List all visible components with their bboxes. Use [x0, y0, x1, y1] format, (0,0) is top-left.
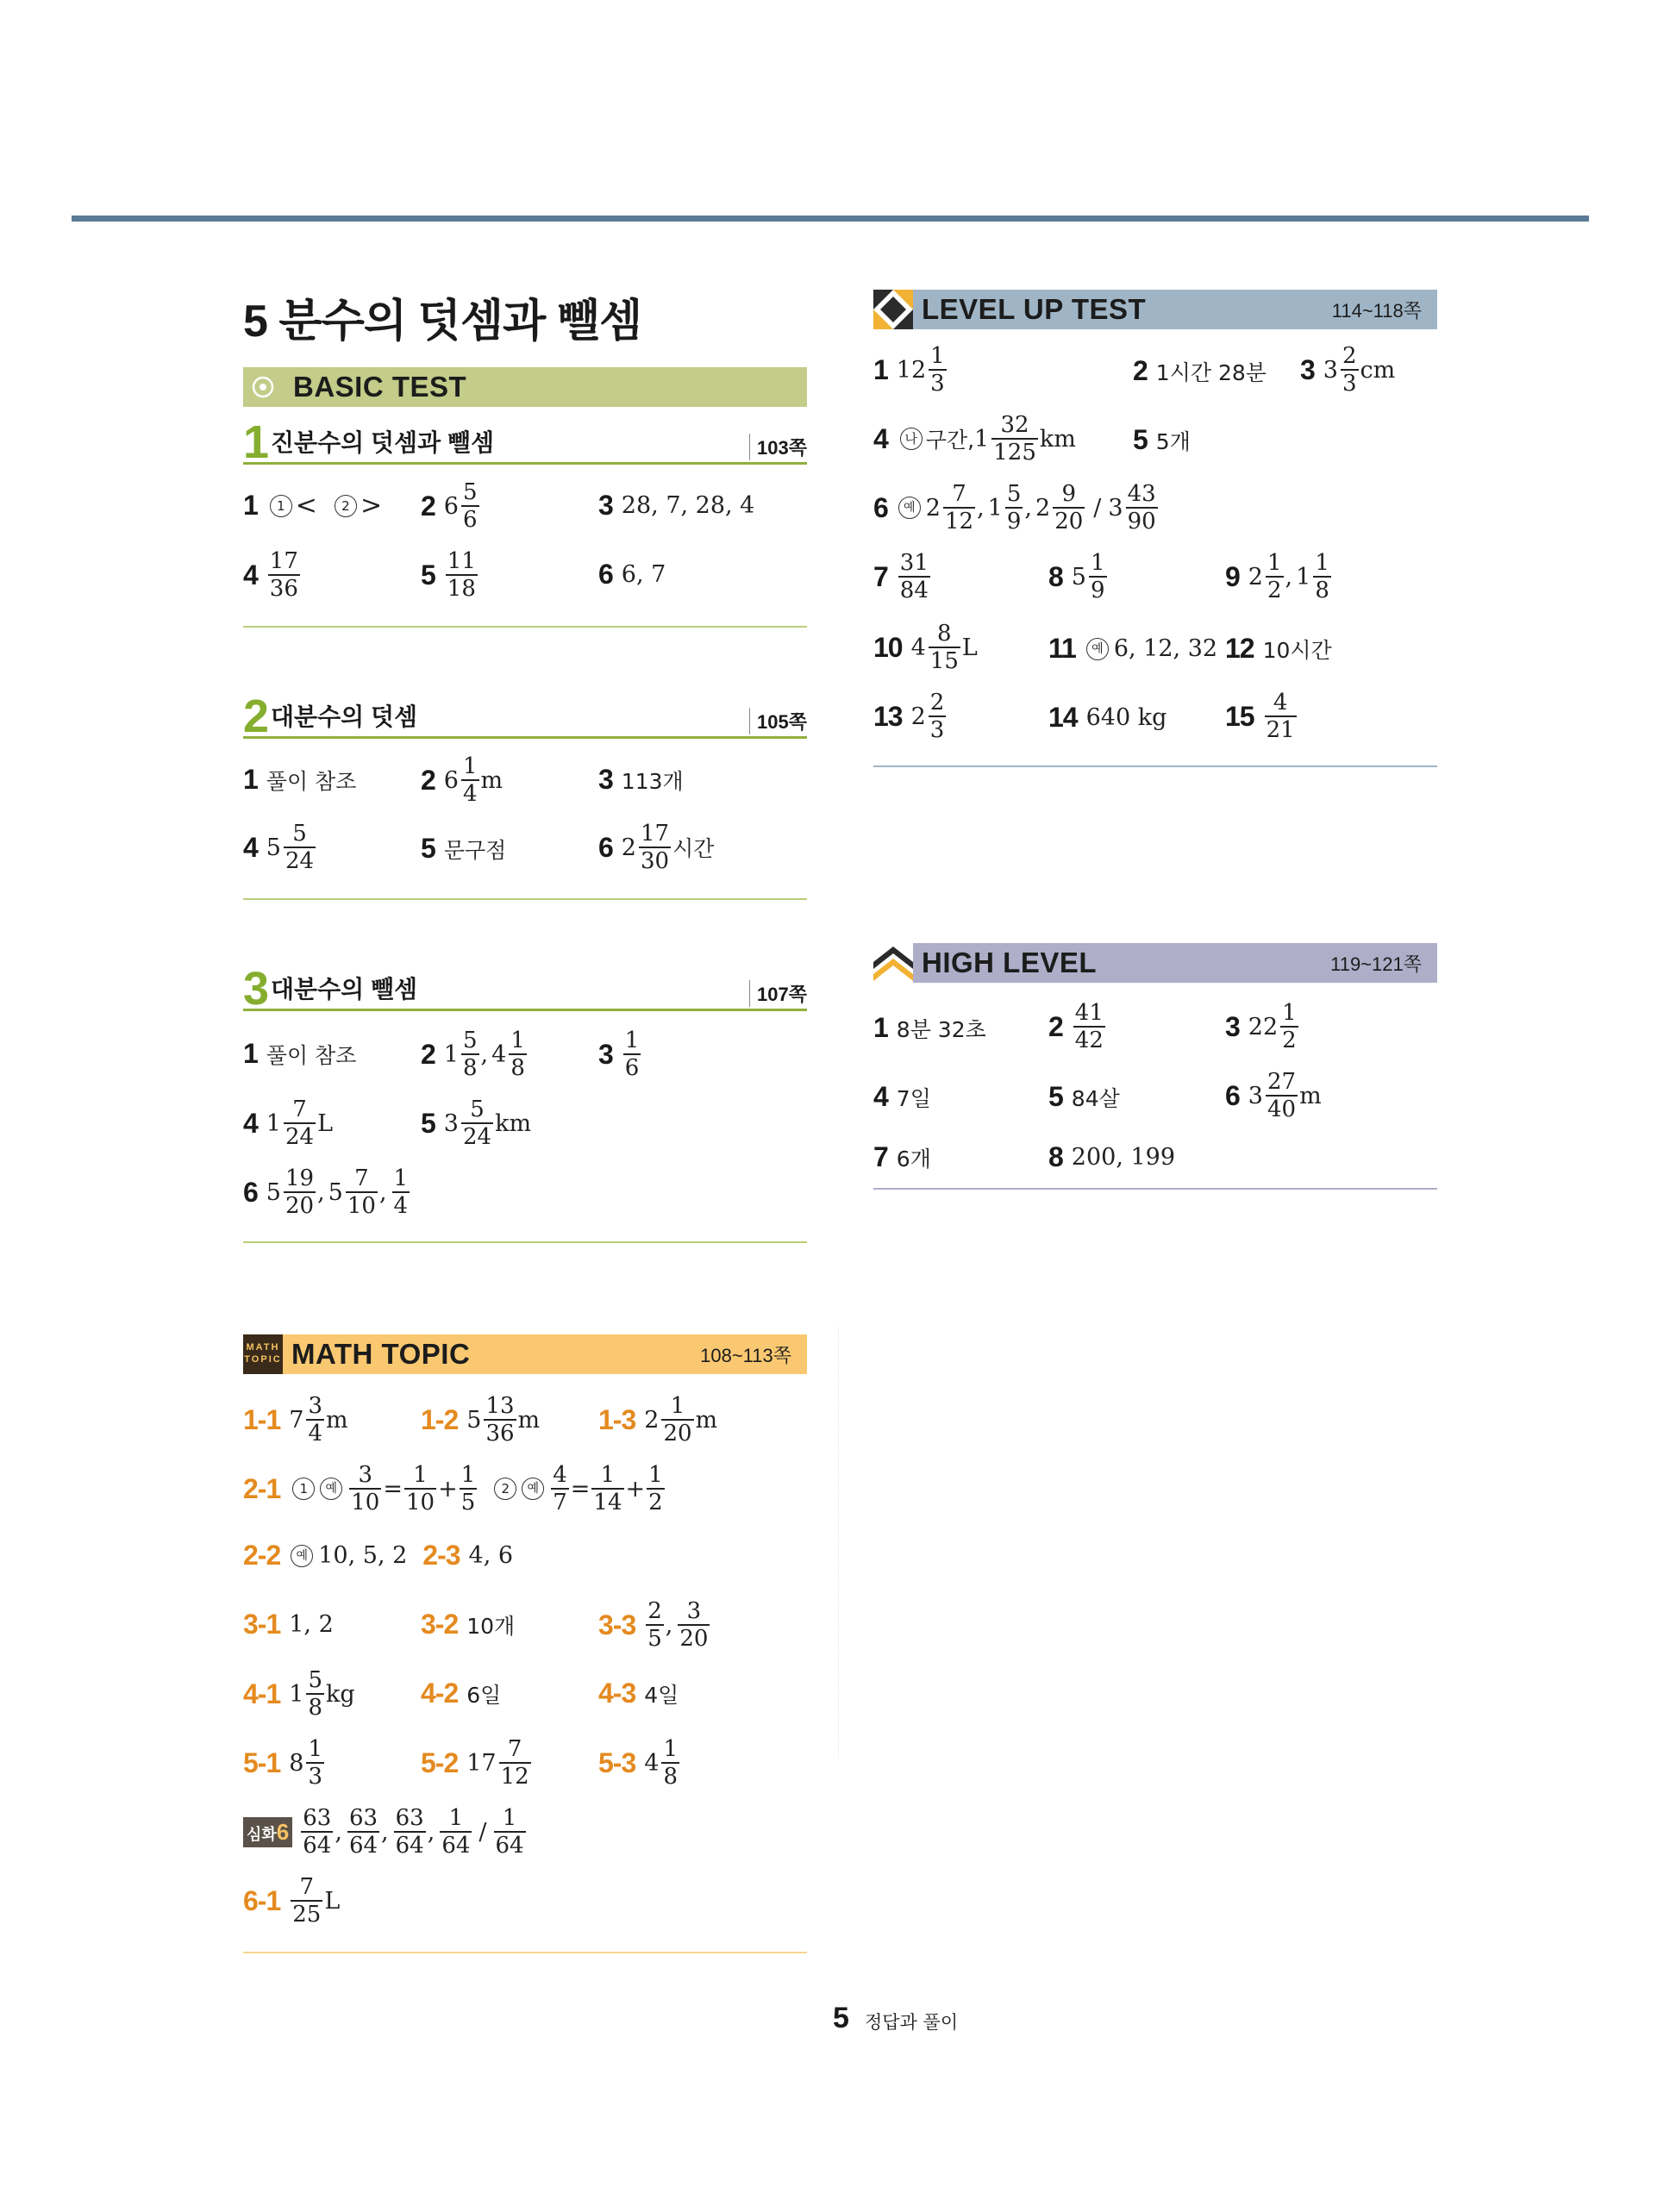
answer-m4-2: 4-2 6일 [421, 1678, 502, 1709]
section-number: 1 [243, 416, 270, 468]
answer-m6-1: 6-1 $\frac{7}{25}$ L [243, 1874, 341, 1928]
answer-b3-5: 5 3 $\frac{5}{24}$ km [421, 1097, 532, 1150]
answer-b3-4: 4 1 $\frac{7}{24}$ L [243, 1097, 334, 1150]
column-divider [838, 1328, 839, 1759]
answer-b1-4: 4 $\frac{17}{36}$ [243, 548, 298, 602]
fraction: $\frac{5}{8}$ [462, 1028, 478, 1081]
fraction: $\frac{5}{24}$ [285, 821, 315, 874]
fraction: $\frac{13}{36}$ [485, 1393, 515, 1447]
answer-l1: 1 12 $\frac{1}{3}$ [873, 343, 945, 397]
answer-l10: 10 4 $\frac{8}{15}$ L [873, 621, 978, 674]
level-up-bottom-rule [873, 765, 1437, 767]
fraction: $\frac{5}{8}$ [308, 1667, 322, 1721]
answer-m3-1: 3-1 1, 2 [243, 1609, 334, 1640]
level-up-title: LEVEL UP TEST [922, 293, 1147, 325]
fraction: $\frac{63}{64}$ [303, 1805, 332, 1859]
fraction: $\frac{7}{10}$ [347, 1165, 376, 1219]
fraction: $\frac{3}{4}$ [308, 1393, 322, 1447]
math-topic-title: MATH TOPIC [291, 1338, 471, 1370]
answer-b1-6: 6 6, 7 [598, 559, 666, 590]
answer-l13: 13 2 $\frac{2}{3}$ [873, 690, 945, 743]
fraction: $\frac{3}{20}$ [679, 1598, 709, 1652]
fraction: $\frac{1}{8}$ [1315, 550, 1329, 603]
section-3-header: 3 대분수의 뺄셈 107쪽 [243, 960, 807, 1011]
fraction: $\frac{5}{24}$ [462, 1097, 492, 1150]
answer-simhwa-6: 심화6 $\frac{63}{64}$ , $\frac{63}{64}$ , $\frac{63}{64}$ , $\frac{1}{64}$ / $\frac{1}{64}$ [243, 1807, 528, 1857]
answer-m3-3: 3-3 $\frac{2}{5}$ , $\frac{3}{20}$ [598, 1598, 709, 1652]
answer-b1-2: 2 6 $\frac{5}{6}$ [421, 479, 478, 533]
answer-l5: 5 5개 [1133, 424, 1191, 455]
section-1-bottom-rule [243, 626, 807, 628]
high-level-icon [873, 943, 913, 983]
level-up-pages: 114~118쪽 [1331, 299, 1422, 322]
math-topic-bottom-rule [243, 1952, 807, 1953]
answer-l15: 15 $\frac{4}{21}$ [1225, 690, 1295, 743]
basic-test-title: BASIC TEST [293, 371, 467, 403]
fraction: $\frac{4}{21}$ [1266, 690, 1295, 743]
fraction: $\frac{1}{10}$ [405, 1462, 435, 1515]
answer-l7: 7 $\frac{31}{84}$ [873, 550, 929, 603]
fraction: $\frac{43}{90}$ [1127, 481, 1156, 534]
fraction: $\frac{27}{40}$ [1267, 1069, 1297, 1122]
fraction: $\frac{2}{5}$ [647, 1598, 662, 1652]
fraction: $\frac{1}{64}$ [441, 1805, 471, 1859]
section-2-bottom-rule [243, 898, 807, 900]
answer-m1-3: 1-3 2 $\frac{1}{20}$ m [598, 1393, 718, 1447]
fraction: $\frac{1}{8}$ [510, 1028, 525, 1081]
answer-b3-2: 2 1 $\frac{5}{8}$ , 4 $\frac{1}{8}$ [421, 1028, 525, 1081]
high-level-title: HIGH LEVEL [922, 947, 1098, 978]
fraction: $\frac{1}{3}$ [308, 1736, 322, 1790]
answer-m2-1: 2-1 1 예 $\frac{3}{10}$ = $\frac{1}{10}$ + $\frac{1}{5}$ 2 예 $\frac{4}{7}$ = $\frac{1}{14}$ + $\frac{1}{2}$ [243, 1462, 663, 1515]
answer-m4-1: 4-1 1 $\frac{5}{8}$ kg [243, 1667, 355, 1721]
answer-b1-5: 5 $\frac{11}{18}$ [421, 548, 476, 602]
fraction: $\frac{1}{20}$ [663, 1393, 692, 1447]
fraction: $\frac{5}{9}$ [1006, 481, 1022, 534]
answer-h4: 4 7일 [873, 1081, 931, 1112]
fraction: $\frac{1}{64}$ [495, 1805, 524, 1859]
fraction: $\frac{31}{84}$ [899, 550, 929, 603]
fraction: $\frac{17}{36}$ [269, 548, 298, 602]
answer-m1-2: 1-2 5 $\frac{13}{36}$ m [421, 1393, 541, 1447]
fraction: $\frac{1}{4}$ [393, 1165, 409, 1219]
answer-m5-2: 5-2 17 $\frac{7}{12}$ [421, 1736, 529, 1790]
fraction: $\frac{1}{2}$ [648, 1462, 663, 1515]
answer-b2-1: 1 풀이 참조 [243, 764, 357, 795]
answer-l8: 8 5 $\frac{1}{9}$ [1048, 550, 1105, 603]
answer-m1-1: 1-1 7 $\frac{3}{4}$ m [243, 1393, 348, 1447]
footer-text: 정답과 풀이 [865, 2012, 959, 2033]
answer-h1: 1 8분 32초 [873, 1012, 986, 1043]
simhwa-badge: 심화6 [243, 1817, 292, 1847]
fraction: $\frac{5}{6}$ [462, 479, 478, 533]
page-ref: 103쪽 [749, 434, 807, 460]
high-level-band [873, 943, 1437, 983]
answer-b1-3: 3 28, 7, 28, 4 [598, 490, 755, 521]
fraction: $\frac{7}{12}$ [944, 481, 974, 534]
answer-b1-1: 1 1 < 2 > [243, 490, 383, 521]
top-rule [72, 216, 1589, 222]
page-number: 5 [833, 2002, 849, 2034]
fraction: $\frac{1}{3}$ [930, 343, 945, 397]
level-up-icon [873, 290, 913, 329]
answer-l6: 6 예 2 $\frac{7}{12}$ , 1 $\frac{5}{9}$ , 2 $\frac{9}{20}$ / 3 $\frac{43}{90}$ [873, 481, 1156, 534]
answer-m5-3: 5-3 4 $\frac{1}{8}$ [598, 1736, 678, 1790]
fraction: $\frac{8}{15}$ [929, 621, 959, 674]
answer-b2-2: 2 6 $\frac{1}{4}$ m [421, 753, 504, 807]
answer-b2-3: 3 113개 [598, 764, 684, 795]
fraction: $\frac{1}{2}$ [1267, 550, 1282, 603]
section-1-header [243, 414, 807, 468]
answer-m4-3: 4-3 4일 [598, 1678, 679, 1709]
fraction: $\frac{19}{20}$ [285, 1165, 315, 1219]
math-topic-band [243, 1334, 807, 1374]
chapter-title: 5 분수의 덧셈과 뺄셈 [243, 297, 642, 347]
fraction: $\frac{2}{3}$ [1342, 343, 1357, 397]
answer-b3-1: 1 풀이 참조 [243, 1038, 357, 1069]
fraction: $\frac{63}{64}$ [348, 1805, 378, 1859]
fraction: $\frac{4}{7}$ [553, 1462, 567, 1515]
high-level-pages: 119~121쪽 [1330, 953, 1422, 975]
fraction: $\frac{7}{24}$ [285, 1097, 315, 1150]
section-2-header: 2 대분수의 덧셈 105쪽 [243, 688, 807, 739]
answer-m2-2: 2-2 예 10, 5, 2 2-3 4, 6 [243, 1540, 514, 1571]
answer-l14: 14 640 kg [1048, 702, 1167, 733]
answer-h7: 7 6개 [873, 1141, 931, 1172]
answer-l2: 2 1시간 28분 [1133, 355, 1267, 386]
answer-l12: 12 10시간 [1225, 633, 1332, 664]
fraction: $\frac{1}{9}$ [1090, 550, 1105, 603]
basic-test-band [243, 367, 807, 407]
fraction: $\frac{7}{12}$ [500, 1736, 529, 1790]
fraction: $\frac{17}{30}$ [640, 821, 670, 874]
answer-b2-5: 5 문구점 [421, 833, 507, 864]
answer-h6: 6 3 $\frac{27}{40}$ m [1225, 1069, 1322, 1122]
fraction: $\frac{1}{4}$ [462, 753, 478, 807]
fraction: $\frac{7}{25}$ [292, 1874, 322, 1928]
answer-h5: 5 84살 [1048, 1081, 1120, 1112]
answer-b3-6: 6 5 $\frac{19}{20}$ , 5 $\frac{7}{10}$ , $\frac{1}{4}$ [243, 1165, 409, 1219]
math-topic-logo: MATH TOPIC [243, 1334, 283, 1374]
target-icon [243, 367, 283, 407]
answer-l11: 11 예 6, 12, 32 [1048, 633, 1218, 664]
level-up-test-band [873, 290, 1437, 329]
fraction: $\frac{1}{8}$ [663, 1736, 678, 1790]
answer-h3: 3 22 $\frac{1}{2}$ [1225, 1000, 1297, 1053]
fraction: $\frac{1}{2}$ [1282, 1000, 1297, 1053]
high-level-bottom-rule [873, 1188, 1437, 1190]
fraction: $\frac{1}{5}$ [460, 1462, 476, 1515]
answer-b2-6: 6 2 $\frac{17}{30}$ 시간 [598, 821, 715, 874]
answer-l3: 3 3 $\frac{2}{3}$ cm [1300, 343, 1396, 397]
fraction: $\frac{1}{14}$ [593, 1462, 622, 1515]
math-topic-pages: 108~113쪽 [700, 1344, 791, 1366]
fraction: $\frac{3}{10}$ [351, 1462, 380, 1515]
answer-b2-4: 4 5 $\frac{5}{24}$ [243, 821, 315, 874]
fraction: $\frac{9}{20}$ [1054, 481, 1084, 534]
answer-m3-2: 3-2 10개 [421, 1609, 516, 1640]
fraction: $\frac{41}{42}$ [1074, 1000, 1104, 1053]
section-label: 진분수의 덧셈과 뺄셈 [271, 429, 494, 456]
fraction: $\frac{63}{64}$ [395, 1805, 424, 1859]
answer-h8: 8 200, 199 [1048, 1141, 1176, 1172]
fraction: $\frac{1}{6}$ [624, 1028, 640, 1081]
fraction: $\frac{11}{18}$ [447, 548, 476, 602]
answer-l9: 9 2 $\frac{1}{2}$ , 1 $\frac{1}{8}$ [1225, 550, 1329, 603]
section-3-bottom-rule [243, 1241, 807, 1243]
answer-h2: 2 $\frac{41}{42}$ [1048, 1000, 1104, 1053]
fraction: $\frac{2}{3}$ [929, 690, 945, 743]
answer-l4: 4 나 구간, 1 $\frac{32}{125}$ km [873, 412, 1076, 466]
answer-b3-3: 3 $\frac{1}{6}$ [598, 1028, 640, 1081]
answer-m5-1: 5-1 8 $\frac{1}{3}$ [243, 1736, 322, 1790]
fraction: $\frac{32}{125}$ [993, 412, 1036, 466]
